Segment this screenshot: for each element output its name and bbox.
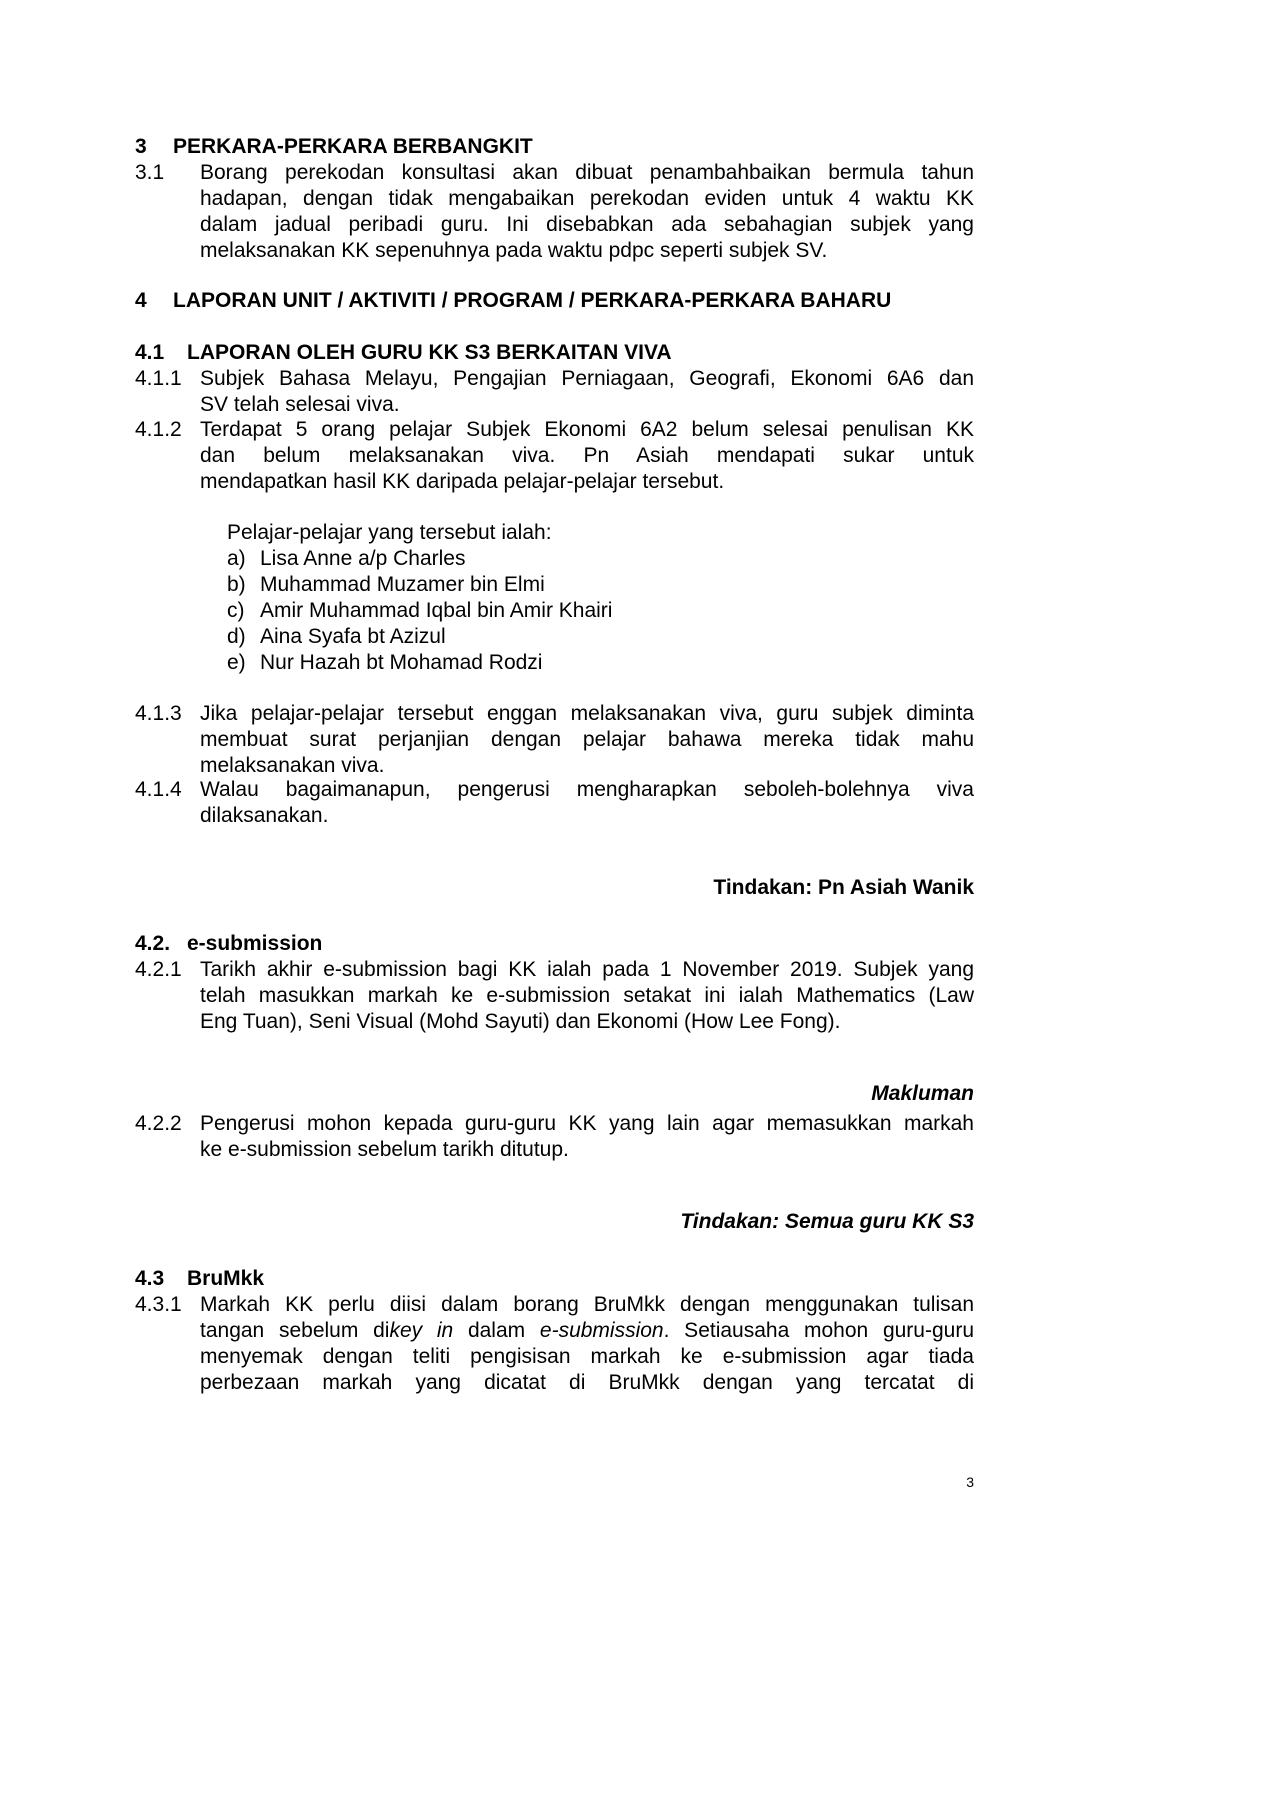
section-4-2-number: 4.2. xyxy=(135,932,171,955)
item-4-2-1-number: 4.2.1 xyxy=(135,958,182,981)
item-4-2-1-text: Tarikh akhir e-submission bagi KK ialah pada 1 November 2019. Subjek yang telah masukkan markah ke e-submission setakat ini ialah Mathematics (Law Eng Tuan), Seni Visual (Mohd Sayuti) dan Ekonomi (How Lee Fong). xyxy=(200,958,974,1033)
section-4-3-number: 4.3 xyxy=(135,1267,165,1290)
list-item: e) Nur Hazah bt Mohamad Rodzi xyxy=(227,651,543,674)
section-4-1-heading: LAPORAN OLEH GURU KK S3 BERKAITAN VIVA xyxy=(187,341,672,364)
students-intro: Pelajar-pelajar yang tersebut ialah: xyxy=(227,521,552,544)
item-4-3-1-number: 4.3.1 xyxy=(135,1293,182,1316)
item-4-1-2-number: 4.1.2 xyxy=(135,418,182,441)
item-4-1-1-number: 4.1.1 xyxy=(135,367,182,390)
section-4-3-heading: BruMkk xyxy=(187,1267,265,1290)
item-3-1-text: Borang perekodan konsultasi akan dibuat penambahbaikan bermula tahun hadapan, dengan tidak mengabaikan perekodan eviden untuk 4 waktu KK dalam jadual peribadi guru. Ini disebabkan ada sebahagian subjek yang melaksanakan KK sepenuhnya pada waktu pdpc seperti subjek SV. xyxy=(200,161,974,262)
section-3-heading: PERKARA-PERKARA BERBANGKIT xyxy=(173,135,533,158)
list-item: c) Amir Muhammad Iqbal bin Amir Khairi xyxy=(227,599,613,622)
item-4-1-4-number: 4.1.4 xyxy=(135,778,182,801)
section-4-heading: LAPORAN UNIT / AKTIVITI / PROGRAM / PERKARA-PERKARA BAHARU xyxy=(173,289,892,312)
item-4-2-2-number: 4.2.2 xyxy=(135,1112,182,1135)
page-number: 3 xyxy=(966,1474,974,1490)
item-3-1-number: 3.1 xyxy=(135,161,165,184)
note-makluman: Makluman xyxy=(871,1082,974,1105)
item-4-3-1-text: Markah KK perlu diisi dalam borang BruMkk dengan menggunakan tulisan tangan sebelum dikey in dalam e-submission. Setiausaha mohon guru-guru menyemak dengan teliti pengisisan markah ke e-submission agar tiada perbezaan markah yang dicatat di BruMkk dengan yang tercatat di xyxy=(200,1293,975,1394)
item-4-1-4-text: Walau bagaimanapun, pengerusi mengharapkan seboleh-bolehnya viva dilaksanakan. xyxy=(200,778,974,827)
section-4-2-heading: e-submission xyxy=(187,932,323,955)
section-4-1-number: 4.1 xyxy=(135,341,165,364)
item-4-1-1-text: Subjek Bahasa Melayu, Pengajian Perniagaan, Geografi, Ekonomi 6A6 dan SV telah selesai viva. xyxy=(200,367,974,416)
list-item: d) Aina Syafa bt Azizul xyxy=(227,625,446,648)
student-list xyxy=(227,546,612,676)
item-4-1-2-text: Terdapat 5 orang pelajar Subjek Ekonomi 6A2 belum selesai penulisan KK dan belum melaksanakan viva. Pn Asiah mendapati sukar untuk mendapatkan hasil KK daripada pelajar-pelajar tersebut. xyxy=(200,418,974,493)
action-4-1: Tindakan: Pn Asiah Wanik xyxy=(713,876,974,899)
section-4-number: 4 xyxy=(135,289,147,312)
action-4-2: Tindakan: Semua guru KK S3 xyxy=(680,1210,974,1233)
item-4-1-3-text: Jika pelajar-pelajar tersebut enggan melaksanakan viva, guru subjek diminta membuat surat perjanjian dengan pelajar bahawa mereka tidak mahu melaksanakan viva. xyxy=(200,702,974,777)
item-4-1-3-number: 4.1.3 xyxy=(135,702,182,725)
list-item: b) Muhammad Muzamer bin Elmi xyxy=(227,573,545,596)
item-4-2-2-text: Pengerusi mohon kepada guru-guru KK yang lain agar memasukkan markah ke e-submission sebelum tarikh ditutup. xyxy=(200,1112,974,1161)
list-item: a) Lisa Anne a/p Charles xyxy=(227,547,466,570)
section-3-number: 3 xyxy=(135,135,147,158)
